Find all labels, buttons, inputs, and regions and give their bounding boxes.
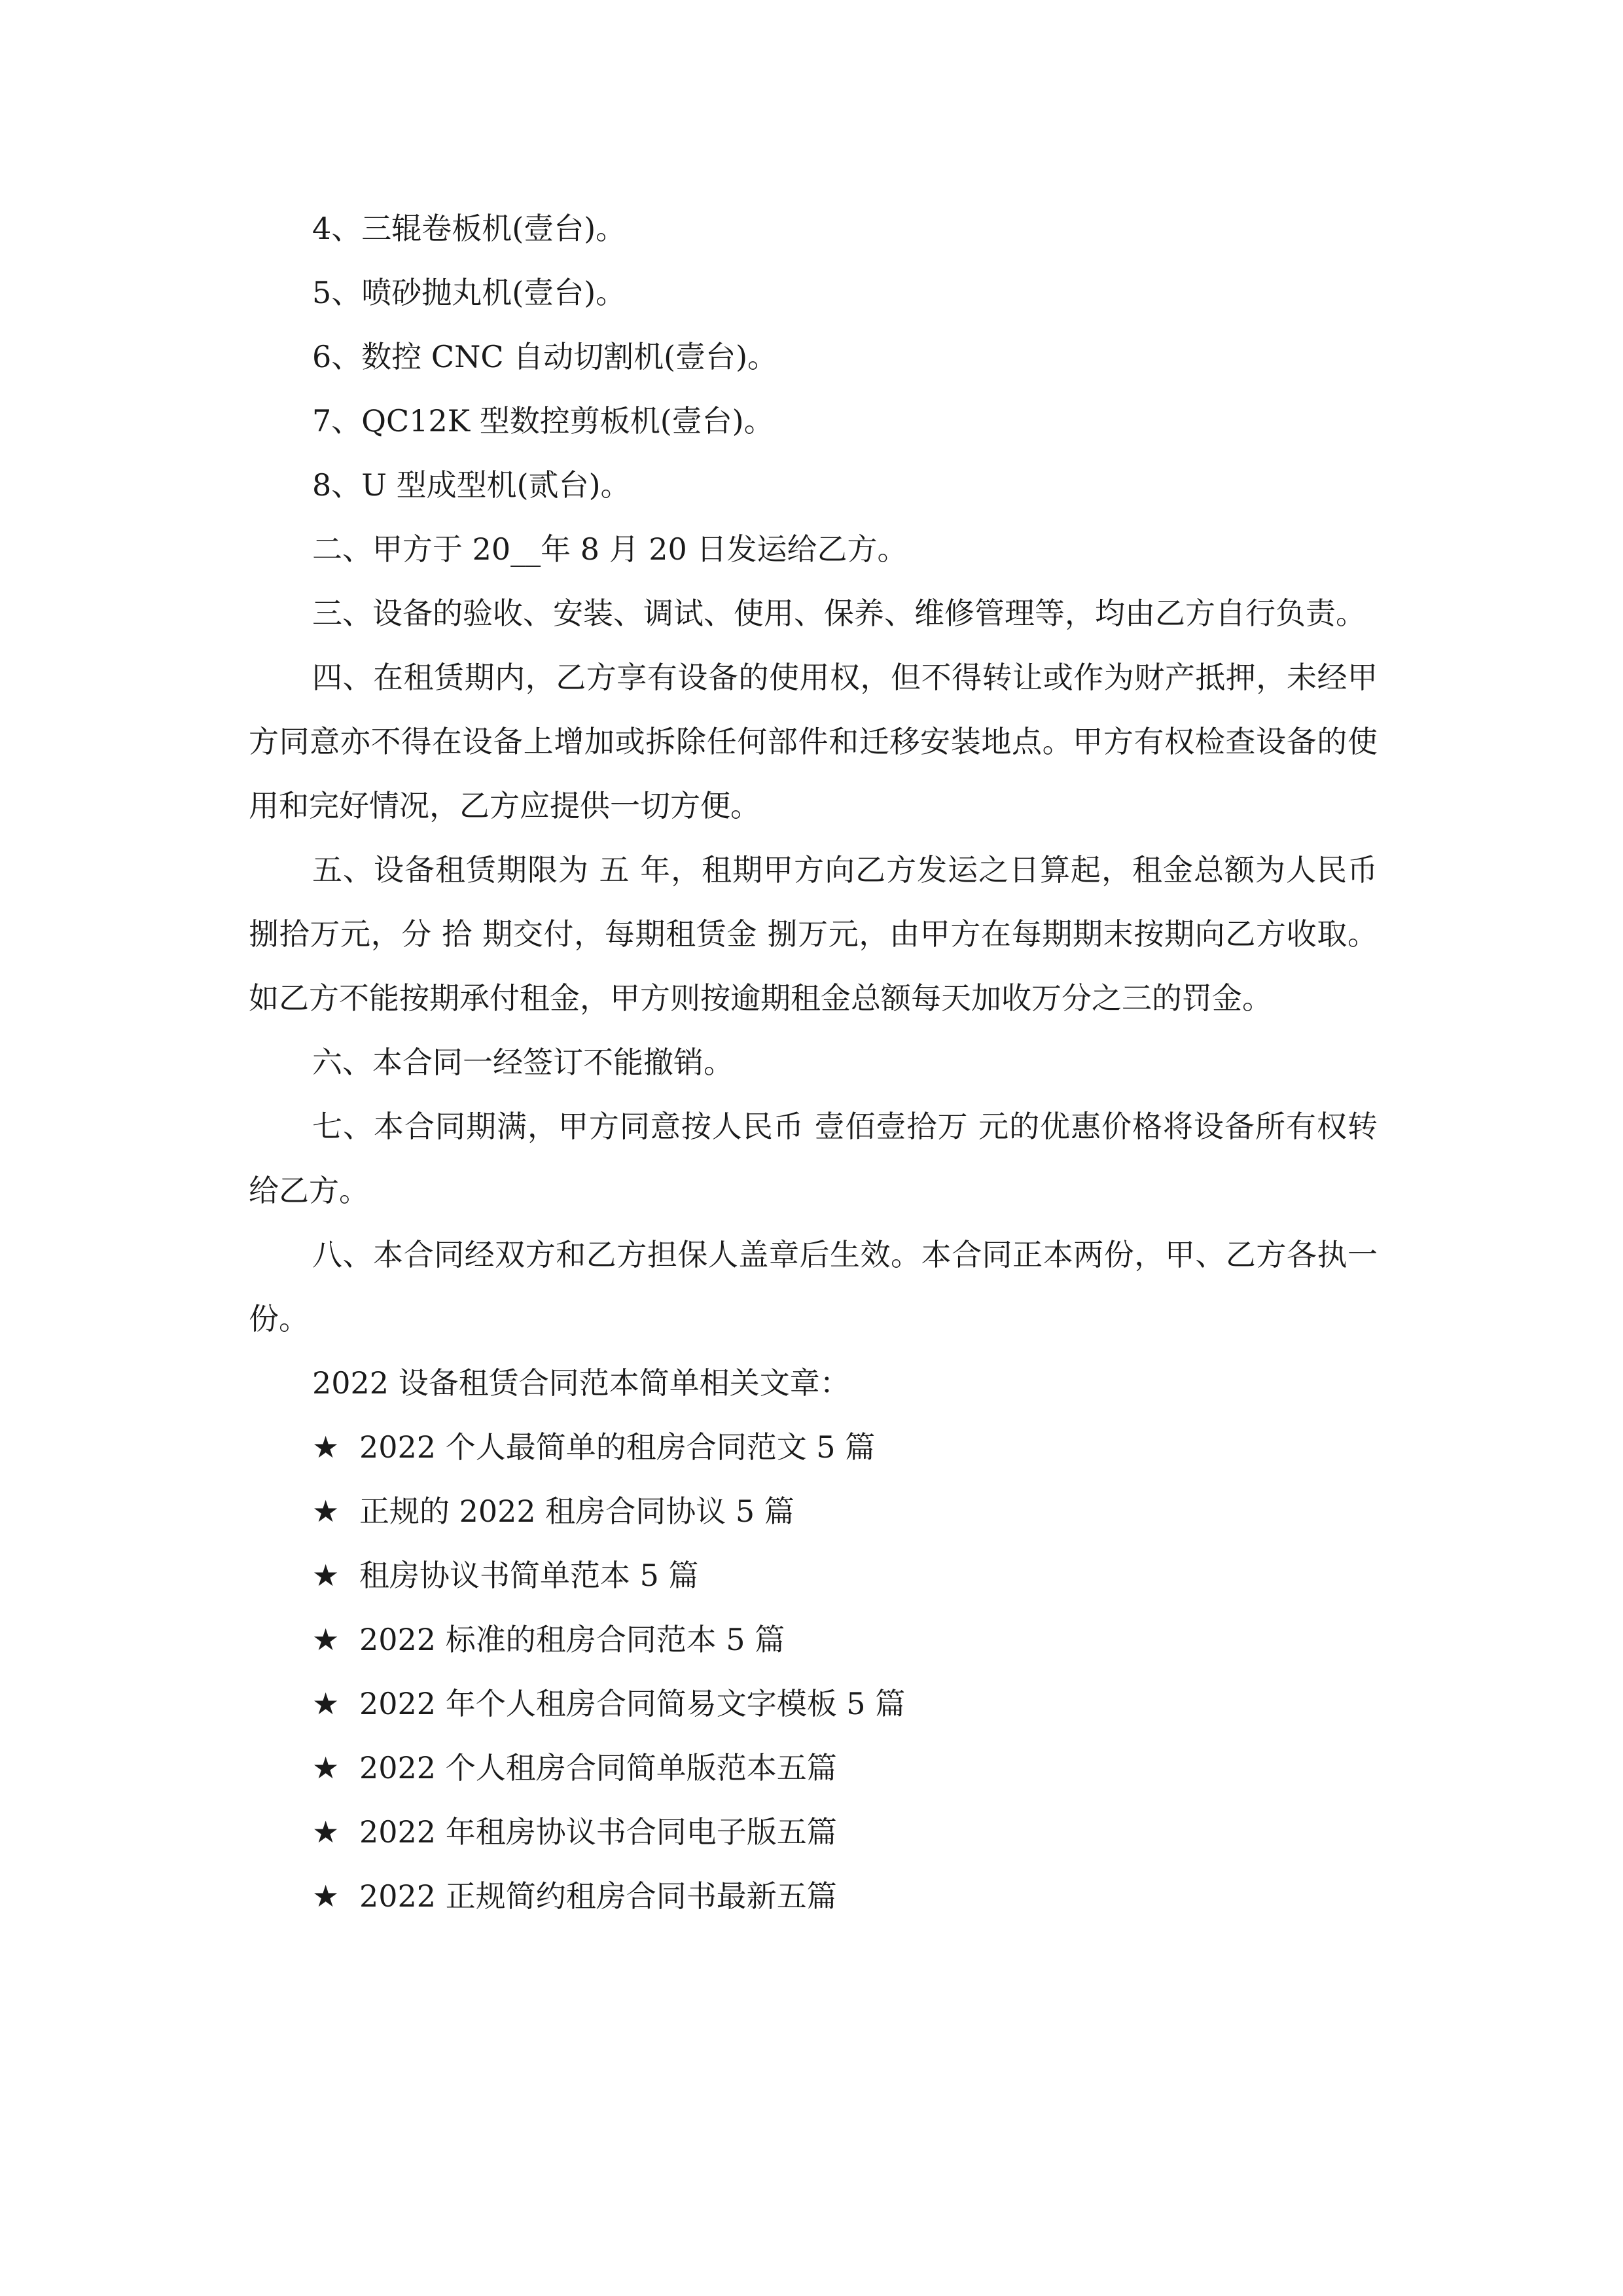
equipment-item: 4、三辊卷板机(壹台)。 bbox=[312, 211, 626, 246]
star-icon: ★ bbox=[312, 1494, 340, 1529]
star-icon: ★ bbox=[312, 1686, 340, 1721]
related-link-label[interactable]: 租房协议书简单范本 5 篇 bbox=[359, 1558, 699, 1593]
equipment-item: 6、数控 CNC 自动切割机(壹台)。 bbox=[312, 339, 778, 374]
related-link-label[interactable]: 2022 标准的租房合同范本 5 篇 bbox=[359, 1622, 785, 1657]
equipment-item: 7、QC12K 型数控剪板机(壹台)。 bbox=[312, 403, 774, 439]
equipment-item: 5、喷砂抛丸机(壹台)。 bbox=[312, 275, 626, 310]
related-link-label[interactable]: 2022 个人租房合同简单版范本五篇 bbox=[359, 1750, 837, 1785]
clause-3: 三、设备的验收、安装、调试、使用、保养、维修管理等，均由乙方自行负责。 bbox=[312, 596, 1366, 631]
clause-6: 六、本合同一经签订不能撤销。 bbox=[312, 1045, 734, 1080]
star-icon: ★ bbox=[312, 1622, 340, 1657]
star-icon: ★ bbox=[312, 1814, 340, 1850]
star-icon: ★ bbox=[312, 1558, 340, 1593]
clause-8: 八、本合同经双方和乙方担保人盖章后生效。本合同正本两份，甲、乙方各执一份。 bbox=[249, 1237, 1378, 1336]
clause-5: 五、设备租赁期限为 五 年，租期甲方向乙方发运之日算起，租金总额为人民币 捌拾万元，分 拾 期交付，每期租赁金 捌万元，由甲方在每期期末按期向乙方收取。如乙方不能按期承付租金，甲方则按逾期租金总额每天加收万分之三的罚金。 bbox=[249, 852, 1378, 1016]
related-link-label[interactable]: 2022 年租房协议书合同电子版五篇 bbox=[359, 1814, 837, 1850]
related-link-label[interactable]: 2022 个人最简单的租房合同范文 5 篇 bbox=[359, 1429, 876, 1465]
related-link[interactable] bbox=[249, 1736, 1378, 1800]
star-icon: ★ bbox=[312, 1429, 340, 1465]
related-link[interactable] bbox=[249, 1479, 1378, 1543]
related-link-label[interactable]: 2022 年个人租房合同简易文字模板 5 篇 bbox=[359, 1686, 906, 1721]
equipment-item: 8、U 型成型机(贰台)。 bbox=[312, 467, 631, 503]
related-link[interactable] bbox=[249, 1672, 1378, 1736]
related-articles-heading: 2022 设备租赁合同范本简单相关文章： bbox=[312, 1365, 850, 1401]
star-icon: ★ bbox=[312, 1878, 340, 1914]
related-link[interactable] bbox=[249, 1864, 1378, 1928]
clause-4: 四、在租赁期内，乙方享有设备的使用权，但不得转让或作为财产抵押，未经甲方同意亦不得在设备上增加或拆除任何部件和迁移安装地点。甲方有权检查设备的使用和完好情况，乙方应提供一切方便。 bbox=[249, 660, 1378, 823]
star-icon: ★ bbox=[312, 1750, 340, 1785]
related-link-label[interactable]: 正规的 2022 租房合同协议 5 篇 bbox=[359, 1494, 794, 1529]
clause-2: 二、甲方于 20__年 8 月 20 日发运给乙方。 bbox=[312, 531, 908, 567]
clause-7: 七、本合同期满，甲方同意按人民币 壹佰壹拾万 元的优惠价格将设备所有权转给乙方。 bbox=[249, 1109, 1378, 1208]
document-page bbox=[249, 196, 1378, 1928]
related-link[interactable] bbox=[249, 1543, 1378, 1607]
related-link[interactable] bbox=[249, 1415, 1378, 1479]
related-link[interactable] bbox=[249, 1800, 1378, 1864]
related-link-label[interactable]: 2022 正规简约租房合同书最新五篇 bbox=[359, 1878, 837, 1914]
related-link[interactable] bbox=[249, 1607, 1378, 1672]
